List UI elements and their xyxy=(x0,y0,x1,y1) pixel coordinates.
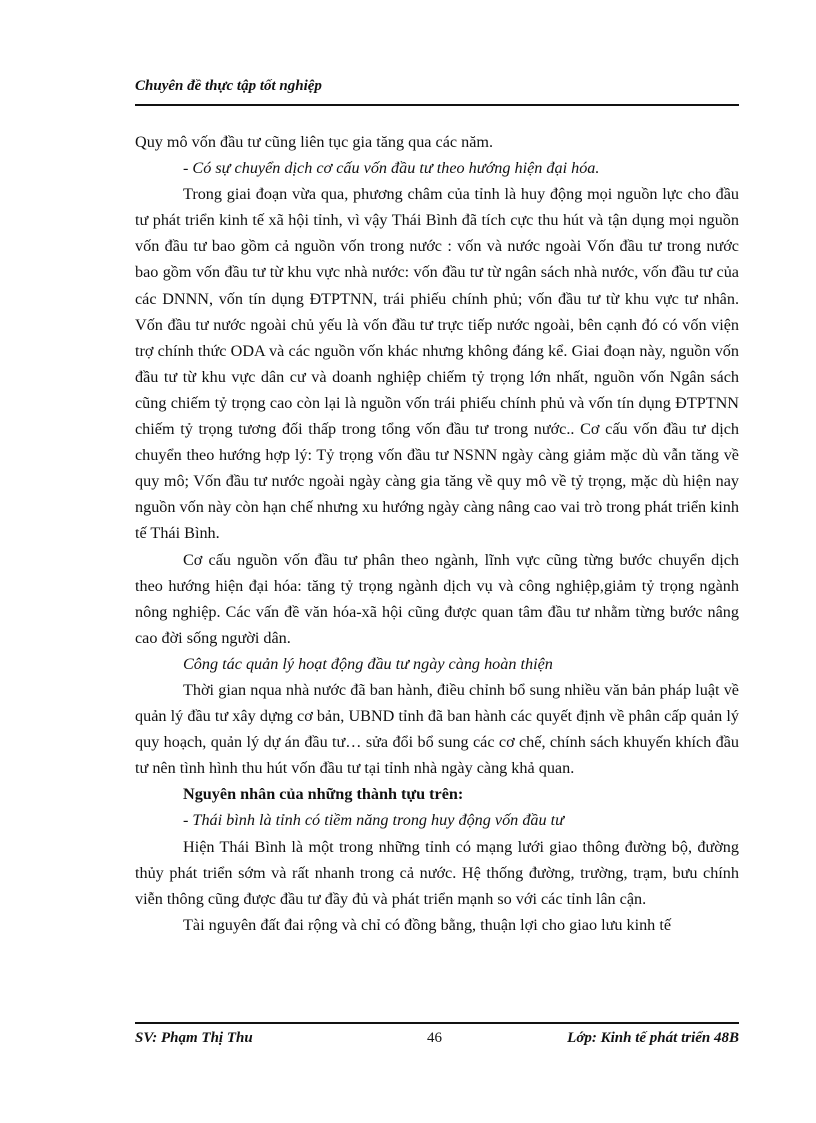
subheading-management: Công tác quản lý hoạt động đầu tư ngày càng hoàn thiện xyxy=(183,654,553,673)
paragraph-investment-overview: Trong giai đoạn vừa qua, phương châm của tỉnh là huy động mọi nguồn lực cho đầu tư phát triển kinh tế xã hội tỉnh, vì vậy Thái Bình đã tích cực thu hút và tận dụng mọi nguồn vốn đầu tư bao gồm cả nguồn vốn trong nước : vốn và nước ngoài Vốn đầu tư trong nước bao gồm vốn đầu tư từ khu vực nhà nước: vốn đầu tư từ ngân sách nhà nước, vốn đầu tư của các DNNN, vốn tín dụng ĐTPTNN, trái phiếu chính phủ; vốn đầu tư từ khu vực tư nhân. Vốn đầu tư nước ngoài chủ yếu là vốn đầu tư trực tiếp nước ngoài, bên cạnh đó có vốn viện trợ chính thức ODA và các nguồn vốn khác nhưng không đáng kể. Giai đoạn này, nguồn vốn đầu tư từ khu vực dân cư và doanh nghiệp chiếm tỷ trọng lớn nhất, nguồn vốn Ngân sách cũng chiếm tỷ trọng cao còn lại là nguồn vốn trái phiếu chính phủ và vốn tín dụng ĐTPTNN chiếm tỷ trọng tương đối thấp trong tổng vốn đầu tư trong nước.. Cơ cấu vốn đầu tư dịch chuyển theo hướng hợp lý: Tỷ trọng vốn đầu tư NSNN ngày càng giảm mặc dù vẫn tăng về quy mô; Vốn đầu tư nước ngoài ngày càng gia tăng về quy mô về tỷ trọng, mặc dù hiện nay nguồn vốn này còn hạn chế nhưng xu hướng ngày càng nâng cao vai trò trong phát triển kinh tế Thái Bình. xyxy=(135,185,739,543)
footer-class-name: Lớp: Kinh tế phát triển 48B xyxy=(567,1030,739,1046)
paragraph-management: Thời gian nqua nhà nước đã ban hành, điều chỉnh bổ sung nhiều văn bản pháp luật về quản lý đầu tư xây dựng cơ bản, UBND tỉnh đã ban hành các quyết định về phân cấp quản lý quy hoạch, quản lý dự án đầu tư… sửa đổi bổ sung các cơ chế, chính sách khuyến khích đầu tư nên tình hình thu hút vốn đầu tư tại tỉnh nhà ngày càng khả quan. xyxy=(135,680,739,778)
subheading-investment-shift: - Có sự chuyển dịch cơ cấu vốn đầu tư theo hướng hiện đại hóa. xyxy=(183,159,600,178)
paragraph-infrastructure: Hiện Thái Bình là một trong những tỉnh có mạng lưới giao thông đường bộ, đường thủy phát triển sớm và rất nhanh trong cả nước. Hệ thống đường, trường, trạm, bưu chính viễn thông cũng được đầu tư đầy đủ và phát triển mạnh so với các tỉnh lân cận. xyxy=(135,837,739,908)
heading-causes: Nguyên nhân của những thành tựu trên: xyxy=(183,785,464,804)
footer-page-number: 46 xyxy=(427,1030,442,1046)
page-header xyxy=(135,78,739,106)
header-title: Chuyên đề thực tập tốt nghiệp xyxy=(135,78,322,94)
footer-student-name: SV: Phạm Thị Thu xyxy=(135,1030,253,1046)
paragraph-intro-line: Quy mô vốn đầu tư cũng liên tục gia tăng qua các năm. xyxy=(135,133,494,151)
paragraph-land-resources: Tài nguyên đất đai rộng và chỉ có đồng bằng, thuận lợi cho giao lưu kinh tế xyxy=(183,915,672,934)
page-footer xyxy=(135,1022,739,1050)
paragraph-sector-shift: Cơ cấu nguồn vốn đầu tư phân theo ngành, lĩnh vực cũng từng bước chuyển dịch theo hướng hiện đại hóa: tăng tỷ trọng ngành dịch vụ và công nghiệp,giảm tỷ trọng ngành nông nghiệp. Các vấn đề văn hóa-xã hội cũng được quan tâm đầu tư nhằm từng bước nâng cao đời sống người dân. xyxy=(135,550,739,647)
document-body xyxy=(135,129,739,938)
subheading-potential: - Thái bình là tỉnh có tiềm năng trong huy động vốn đầu tư xyxy=(183,811,564,830)
